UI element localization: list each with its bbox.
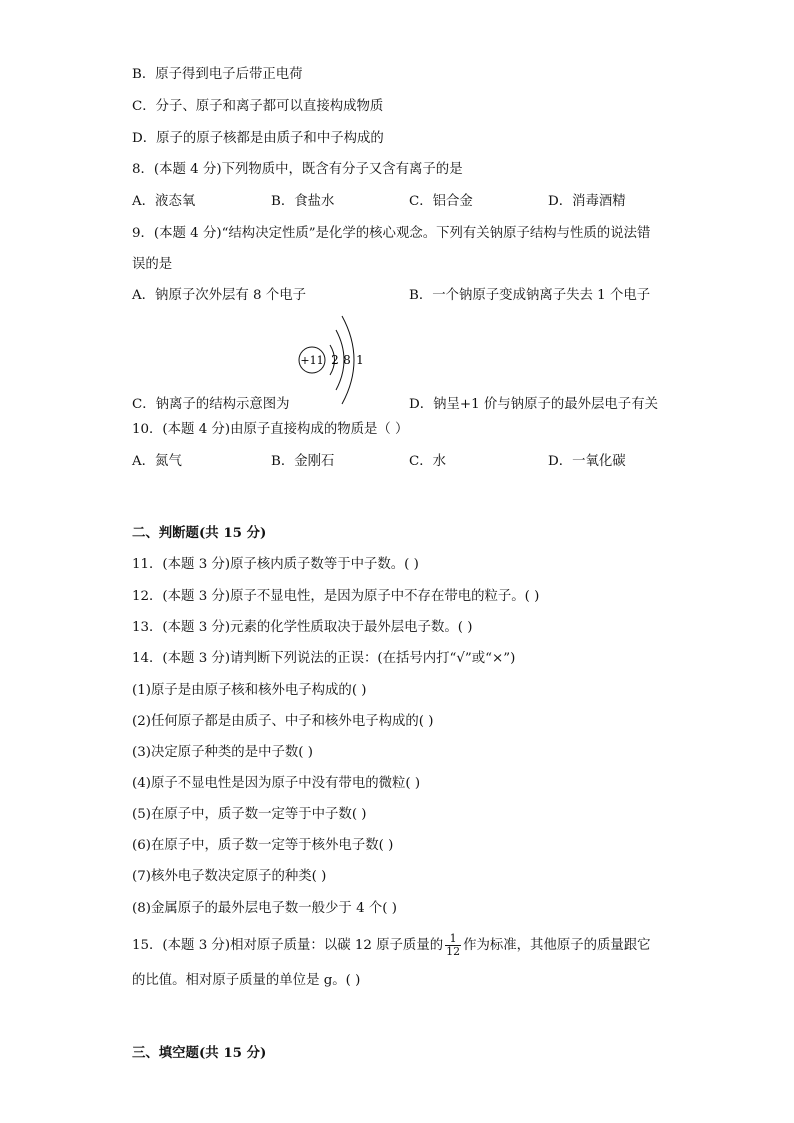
q8-option-b: B．食盐水	[271, 194, 335, 209]
section-2-title: 二、判断题(共 15 分)	[132, 525, 267, 541]
nucleus-charge: +11	[300, 354, 324, 367]
section-3-title: 三、填空题(共 15 分)	[132, 1045, 267, 1061]
q7-option-b: B．原子得到电子后带正电荷	[132, 67, 303, 82]
q9-stem-line2: 误的是	[132, 257, 173, 272]
q9-option-b: B．一个钠原子变成钠离子失去 1 个电子	[409, 288, 651, 303]
q14-item: (3)决定原子种类的是中子数( )	[132, 745, 313, 760]
q9-stem-line1: 9．(本题 4 分)“结构决定性质”是化学的核心观念。下列有关钠原子结构与性质的说法错	[132, 226, 651, 241]
one-twelfth-fraction	[445, 933, 461, 958]
q10-option-b: B．金刚石	[271, 454, 335, 469]
q14-item: (5)在原子中，质子数一定等于中子数( )	[132, 807, 367, 822]
q11: 11．(本题 3 分)原子核内质子数等于中子数。( )	[132, 557, 419, 572]
q9-option-d: D．钠呈+1 价与钠原子的最外层电子有关	[409, 397, 658, 412]
q15-text-part2: 作为标准，其他原子的质量跟它	[463, 938, 651, 953]
q15-line1	[132, 933, 651, 958]
q10-option-d: D．一氧化碳	[548, 454, 626, 469]
q10-option-c: C．水	[409, 454, 447, 469]
shell-1-electrons: 2	[331, 353, 339, 367]
q15-line2: 的比值。相对原子质量的单位是 g。( )	[132, 973, 361, 988]
q14-stem: 14．(本题 3 分)请判断下列说法的正误：(在括号内打“√”或“×”)	[132, 651, 516, 666]
sodium-ion-structure-diagram	[292, 312, 376, 408]
q7-option-c: C．分子、原子和离子都可以直接构成物质	[132, 99, 384, 114]
q8-option-a: A．液态氧	[132, 194, 196, 209]
q9-option-c: C．钠离子的结构示意图为	[132, 397, 290, 412]
shell-3-electrons: 1	[356, 353, 364, 367]
q14-item: (2)任何原子都是由质子、中子和核外电子构成的( )	[132, 714, 434, 729]
fraction-numerator: 1	[445, 933, 461, 946]
q8-option-c: C．铝合金	[409, 194, 473, 209]
q13: 13．(本题 3 分)元素的化学性质取决于最外层电子数。( )	[132, 620, 473, 635]
q14-item: (1)原子是由原子核和核外电子构成的( )	[132, 683, 367, 698]
q10-option-a: A．氮气	[132, 454, 182, 469]
q8-stem: 8．(本题 4 分)下列物质中，既含有分子又含有离子的是	[132, 162, 463, 177]
q12: 12．(本题 3 分)原子不显电性，是因为原子中不存在带电的粒子。( )	[132, 589, 540, 604]
q14-item: (7)核外电子数决定原子的种类( )	[132, 869, 327, 884]
q8-option-d: D．消毒酒精	[548, 194, 626, 209]
shell-2-electrons: 8	[343, 353, 351, 367]
q14-item: (8)金属原子的最外层电子数一般少于 4 个( )	[132, 901, 397, 916]
q9-option-a: A．钠原子次外层有 8 个电子	[132, 288, 306, 303]
q14-item: (6)在原子中，质子数一定等于核外电子数( )	[132, 838, 394, 853]
q10-stem: 10．(本题 4 分)由原子直接构成的物质是（ ）	[132, 422, 409, 437]
q7-option-d: D．原子的原子核都是由质子和中子构成的	[132, 131, 384, 146]
q15-text-part1: 15．(本题 3 分)相对原子质量：以碳 12 原子质量的	[132, 938, 444, 953]
fraction-denominator: 12	[446, 945, 461, 958]
q14-item: (4)原子不显电性是因为原子中没有带电的微粒( )	[132, 776, 421, 791]
